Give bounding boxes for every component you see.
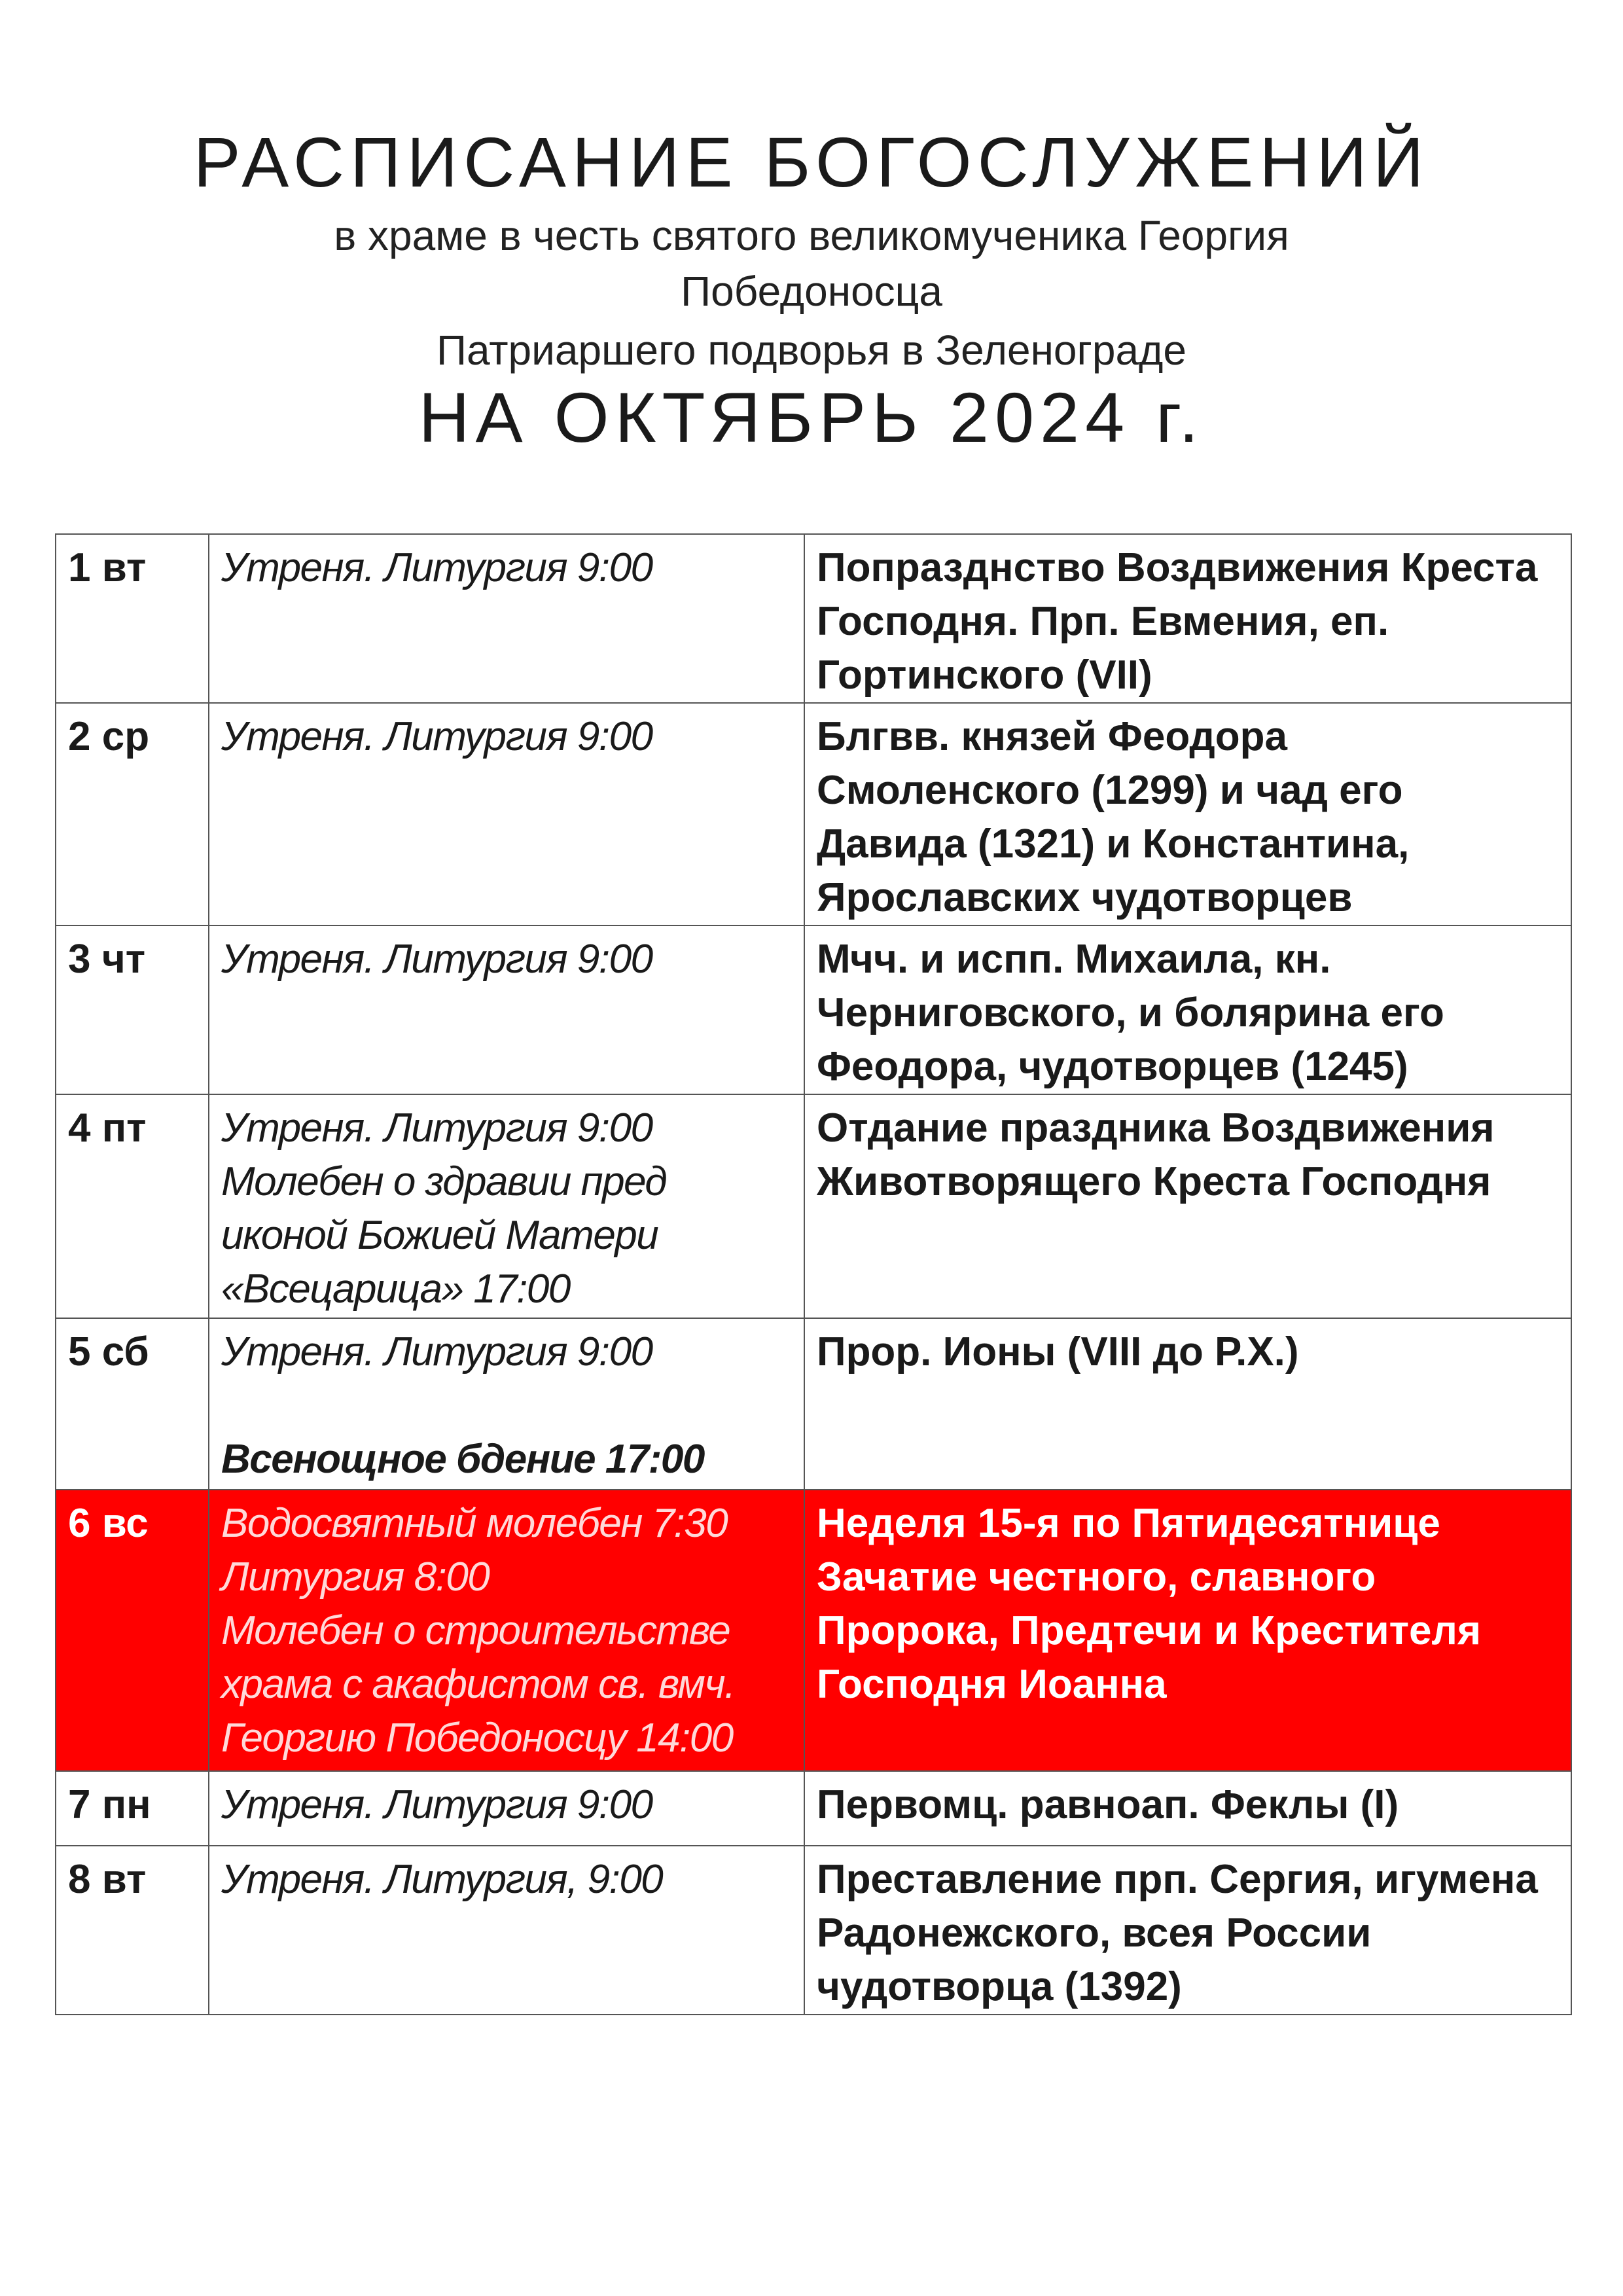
service-line: Молебен о строительстве (221, 1608, 730, 1653)
feast-cell: Первомц. равноап. Феклы (I) (804, 1771, 1571, 1846)
service-line: Утреня. Литургия 9:00 (221, 1105, 652, 1151)
subtitle-line-2: Победоносца (681, 268, 942, 315)
feast-cell: Прор. Ионы (VIII до Р.Х.) (804, 1318, 1571, 1490)
services-cell (209, 1094, 804, 1318)
service-line: иконой Божией Матери (221, 1213, 658, 1258)
subtitle-line-3: Патриаршего подворья в Зеленограде (437, 327, 1186, 374)
schedule-month: НА ОКТЯБРЬ 2024 г. (418, 378, 1205, 457)
day-cell: 7 пн (56, 1771, 209, 1846)
service-line: Молебен о здравии пред (221, 1159, 667, 1204)
day-cell: 5 сб (56, 1318, 209, 1490)
schedule-row (56, 1846, 1571, 2015)
services-cell (209, 1490, 804, 1771)
schedule-row-holiday (56, 1490, 1571, 1771)
service-line: Утреня. Литургия, 9:00 (221, 1857, 663, 1902)
feast-cell: Блгвв. князей Феодора Смоленского (1299) и чад его Давида (1321) и Константина, Ярославских чудотворцев (804, 703, 1571, 925)
feast-cell: Преставление прп. Сергия, игумена Радонежского, всея России чудотворца (1392) (804, 1846, 1571, 2015)
services-cell (209, 1846, 804, 2015)
schedule-row (56, 1094, 1571, 1318)
feast-cell: Неделя 15-я по Пятидесятнице Зачатие честного, славного Пророка, Предтечи и Крестителя Господня Иоанна (804, 1490, 1571, 1771)
service-line: Утреня. Литургия 9:00 (221, 937, 652, 982)
service-line: Георгию Победоносцу 14:00 (221, 1715, 733, 1761)
services-cell (209, 925, 804, 1094)
service-line: Водосвятный молебен 7:30 (221, 1501, 728, 1546)
schedule-table (55, 533, 1572, 2015)
day-cell: 2 ср (56, 703, 209, 925)
service-line: Утреня. Литургия 9:00 (221, 1782, 652, 1827)
service-line: Литургия 8:00 (221, 1554, 490, 1600)
services-cell (209, 1318, 804, 1490)
day-cell: 6 вс (56, 1490, 209, 1771)
day-cell: 4 пт (56, 1094, 209, 1318)
subtitle-line-1: в храме в честь святого великомученика Георгия (334, 212, 1289, 259)
vigil-service-line: Всенощное бдение 17:00 (221, 1437, 704, 1482)
feast-cell: Мчч. и испп. Михаила, кн. Черниговского, и болярина его Феодора, чудотворцев (1245) (804, 925, 1571, 1094)
schedule-row (56, 534, 1571, 703)
services-cell (209, 703, 804, 925)
service-line: Утреня. Литургия 9:00 (221, 714, 652, 759)
page-title: РАСПИСАНИЕ БОГОСЛУЖЕНИЙ (193, 122, 1430, 202)
day-cell: 8 вт (56, 1846, 209, 2015)
services-cell (209, 1771, 804, 1846)
schedule-row (56, 703, 1571, 925)
service-line: «Всецарица» 17:00 (221, 1266, 570, 1312)
service-line: храма с акафистом св. вмч. (221, 1662, 735, 1707)
day-cell: 3 чт (56, 925, 209, 1094)
service-line: Утреня. Литургия 9:00 (221, 545, 652, 590)
schedule-row (56, 1771, 1571, 1846)
services-cell (209, 534, 804, 703)
day-cell: 1 вт (56, 534, 209, 703)
feast-cell: Отдание праздника Воздвижения Животворящего Креста Господня (804, 1094, 1571, 1318)
feast-cell: Попразднство Воздвижения Креста Господня. Прп. Евмения, еп. Гортинского (VII) (804, 534, 1571, 703)
schedule-row (56, 925, 1571, 1094)
service-line: Утреня. Литургия 9:00 (221, 1329, 652, 1374)
schedule-row (56, 1318, 1571, 1490)
